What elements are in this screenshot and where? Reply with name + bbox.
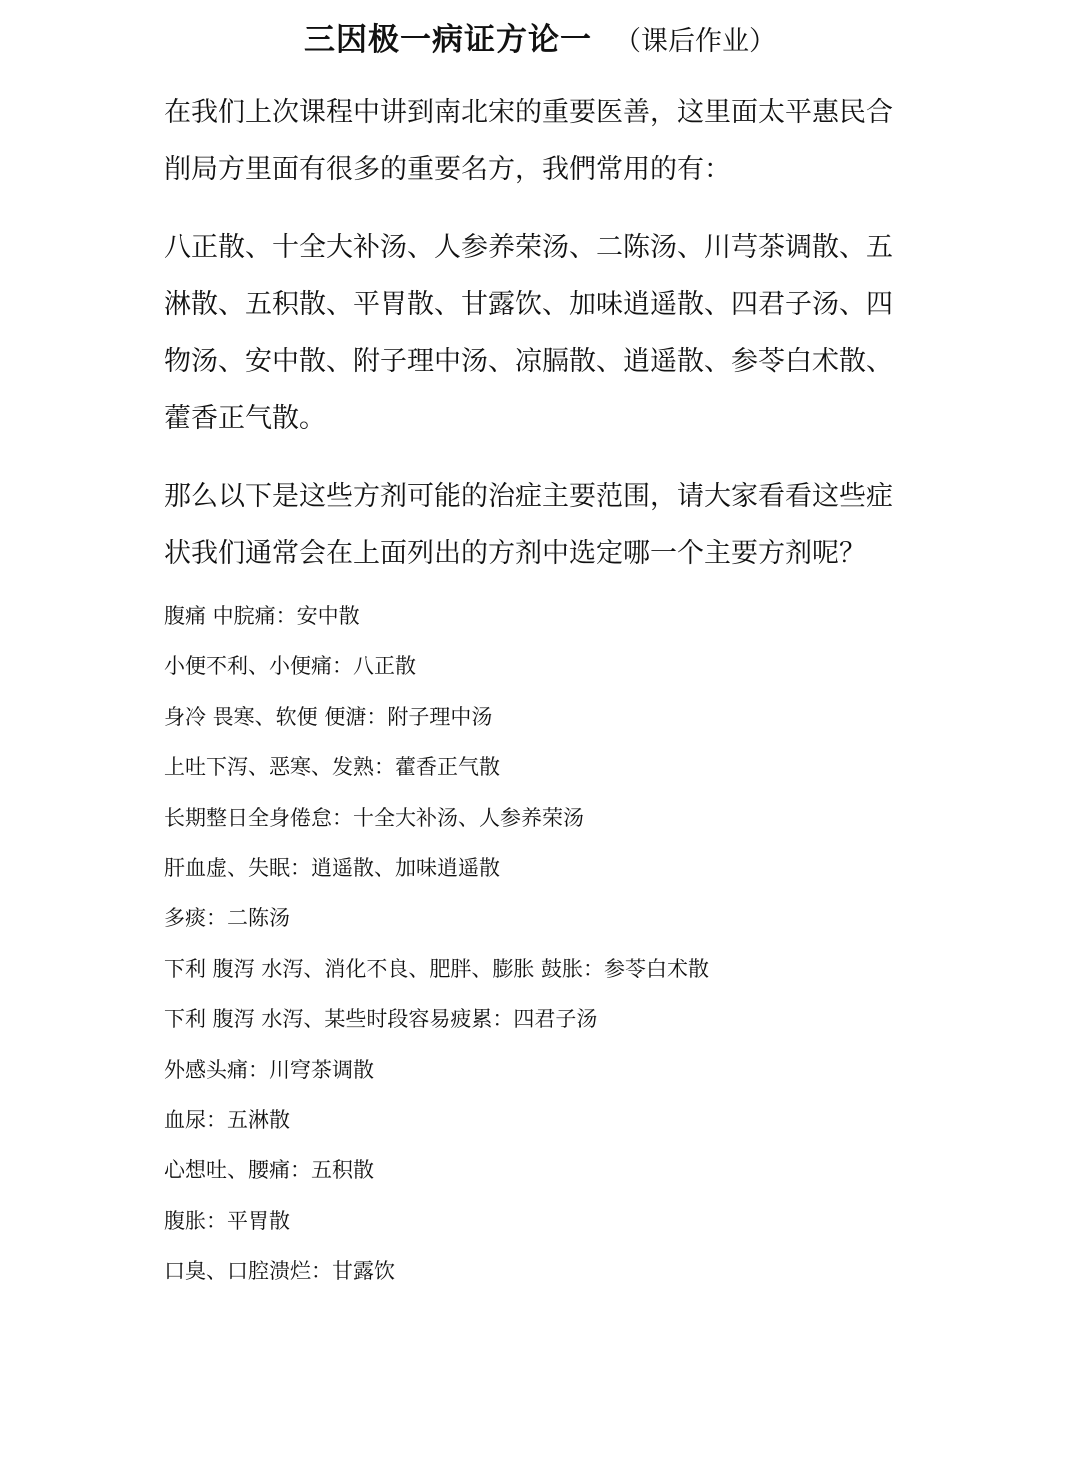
list-item: 下利 腹泻 水泻、消化不良、肥胖、膨胀 鼓胀：参苓白术散 bbox=[164, 956, 710, 981]
list-item: 血尿：五淋散 bbox=[164, 1107, 290, 1132]
list-item: 腹痛 中脘痛：安中散 bbox=[164, 604, 360, 628]
question-paragraph: 那么以下是这些方剂可能的治症主要范围，请大家看看这些症状我们通常会在上面列出的方剂中选定哪一个主要方剂呢？ bbox=[164, 481, 893, 569]
title-main: 三因极一病证方论一 bbox=[304, 22, 592, 58]
list-item: 上吐下泻、恶寒、发熟：藿香正气散 bbox=[164, 755, 500, 780]
formula-list-paragraph: 八正散、十全大补汤、人参养荣汤、二陈汤、川芎茶调散、五淋散、五积散、平胃散、甘露饮、加味逍遥散、四君子汤、四物汤、安中散、附子理中汤、凉膈散、逍遥散、参苓白术散、藿香正气散。 bbox=[164, 232, 893, 434]
list-item: 下利 腹泻 水泻、某些时段容易疲累：四君子汤 bbox=[164, 1007, 598, 1032]
intro-paragraph: 在我们上次课程中讲到南北宋的重要医善，这里面太平惠民合削局方里面有很多的重要名方，我們常用的有： bbox=[164, 97, 893, 185]
list-item: 外感头痛：川穹茶调散 bbox=[164, 1057, 374, 1082]
list-item: 心想吐、腰痛：五积散 bbox=[164, 1158, 374, 1183]
list-item: 腹胀：平胃散 bbox=[164, 1208, 290, 1233]
list-item: 多痰：二陈汤 bbox=[164, 906, 290, 931]
list-item: 长期整日全身倦怠：十全大补汤、人参养荣汤 bbox=[164, 805, 584, 830]
list-item: 口臭、口腔溃烂：甘露饮 bbox=[164, 1259, 395, 1284]
list-item: 肝血虚、失眠：逍遥散、加味逍遥散 bbox=[164, 855, 500, 880]
list-item: 小便不利、小便痛：八正散 bbox=[164, 654, 416, 679]
title-subtitle: （课后作业） bbox=[614, 26, 776, 57]
page-title bbox=[0, 14, 1080, 59]
list-item: 身冷 畏寒、软便 便溏：附子理中汤 bbox=[164, 704, 493, 729]
answer-list bbox=[164, 598, 904, 1303]
